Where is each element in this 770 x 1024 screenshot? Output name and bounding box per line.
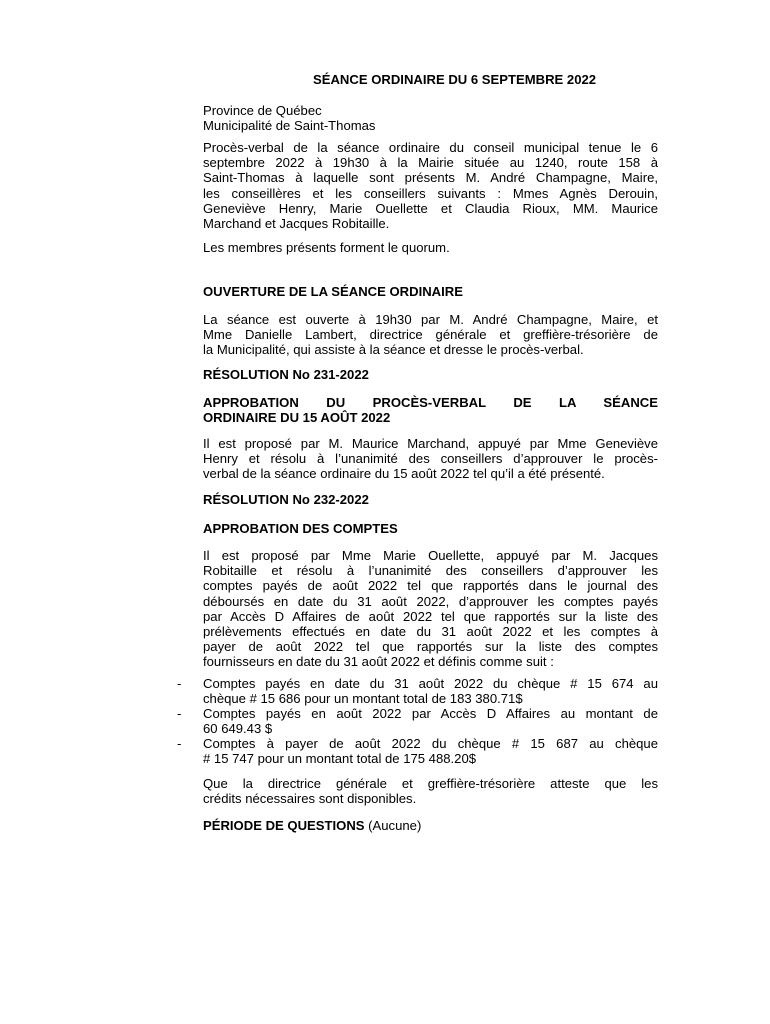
intro-line: les conseillères et les conseillers suivants : Mmes Agnès Derouin, [203,185,658,201]
opening-line: la Municipalité, qui assiste à la séance et dresse le procès-verbal. [203,342,584,358]
bullet-line: # 15 747 pour un montant total de 175 488.20$ [203,751,477,767]
bullet-item [203,736,658,766]
opening-line: Mme Danielle Lambert, directrice générale et greffière-trésorière de [203,327,658,343]
resolution-231-line: Il est proposé par M. Maurice Marchand, appuyé par Mme Geneviève [203,436,658,451]
bullet-item [203,706,658,736]
resolution-231-number: RÉSOLUTION No 231-2022 [203,367,369,382]
bullet-line: Comptes payés en date du 31 août 2022 du chèque # 15 674 au [203,676,658,691]
resolution-232-line: prélèvements effectués en date du 31 août 2022 et les comptes à [203,624,658,640]
bullet-line: 60 649.43 $ [203,721,273,737]
opening-heading: OUVERTURE DE LA SÉANCE ORDINAIRE [203,284,463,299]
questions-section [203,818,658,833]
bullet-line: Comptes payés en août 2022 par Accès D Affaires au montant de [203,706,658,721]
intro-line: septembre 2022 à 19h30 à la Mairie située au 1240, route 158 à [203,155,658,171]
bullet-line: Comptes à payer de août 2022 du chèque # 15 687 au chèque [203,736,658,751]
opening-line: La séance est ouverte à 19h30 par M. André Champagne, Maire, et [203,312,658,327]
page-title: SÉANCE ORDINAIRE DU 6 SEPTEMBRE 2022 [313,72,597,87]
bullet-marker: - [177,736,182,751]
resolution-232-paragraph [203,548,658,670]
resolution-231-heading-line: APPROBATION DU PROCÈS-VERBAL DE LA SÉANCE [203,395,658,410]
intro-line: Geneviève Henry, Marie Ouellette et Claudia Rioux, MM. Maurice [203,200,658,216]
quorum-text: Les membres présents forment le quorum. [203,240,450,255]
resolution-231-paragraph [203,436,658,482]
questions-note: (Aucune) [368,818,422,833]
bullet-line: chèque # 15 686 pour un montant total de 183 380.71$ [203,691,523,707]
bullet-marker: - [177,676,182,691]
header-block [203,103,658,133]
intro-paragraph [203,140,658,231]
attest-paragraph [203,776,658,806]
resolution-232-line: Robitaille et résolu à l’unanimité des conseillers d’approuver les [203,563,658,579]
questions-heading: PÉRIODE DE QUESTIONS [203,818,365,833]
intro-line: Procès-verbal de la séance ordinaire du conseil municipal tenue le 6 [203,140,658,155]
intro-line: Saint-Thomas à laquelle sont présents M. André Champagne, Maire, [203,170,658,186]
resolution-232-line: payer de août 2022 tel que rapportés sur la liste des comptes [203,639,658,655]
bullet-marker: - [177,706,182,721]
quorum-paragraph [203,240,658,255]
resolution-231-heading [203,395,658,425]
resolution-231-heading-line: ORDINAIRE DU 15 AOÛT 2022 [203,410,391,426]
resolution-231-line: Henry et résolu à l’unanimité des conseillers d’approuver le procès- [203,451,658,467]
attest-line: crédits nécessaires sont disponibles. [203,791,417,807]
bullet-item [203,676,658,706]
resolution-232-line: fournisseurs en date du 31 août 2022 et définis comme suit : [203,654,554,670]
resolution-231-line: verbal de la séance ordinaire du 15 août 2022 tel qu’il a été présenté. [203,466,605,482]
intro-line: Marchand et Jacques Robitaille. [203,216,390,232]
resolution-232-line: comptes payés de août 2022 tel que rapportés dans le journal des [203,578,658,594]
province-line: Province de Québec [203,103,322,118]
resolution-232-line: Il est proposé par Mme Marie Ouellette, appuyé par M. Jacques [203,548,658,563]
resolution-232-number: RÉSOLUTION No 232-2022 [203,492,369,507]
resolution-232-line: déboursés en date du 31 août 2022, d’approuver les comptes payés [203,593,658,609]
opening-paragraph [203,312,658,358]
resolution-232-heading: APPROBATION DES COMPTES [203,521,398,536]
attest-line: Que la directrice générale et greffière-trésorière atteste que les [203,776,658,791]
municipality-line: Municipalité de Saint-Thomas [203,118,376,134]
resolution-232-line: par Accès D Affaires de août 2022 tel que rapportés sur la liste des [203,608,658,624]
